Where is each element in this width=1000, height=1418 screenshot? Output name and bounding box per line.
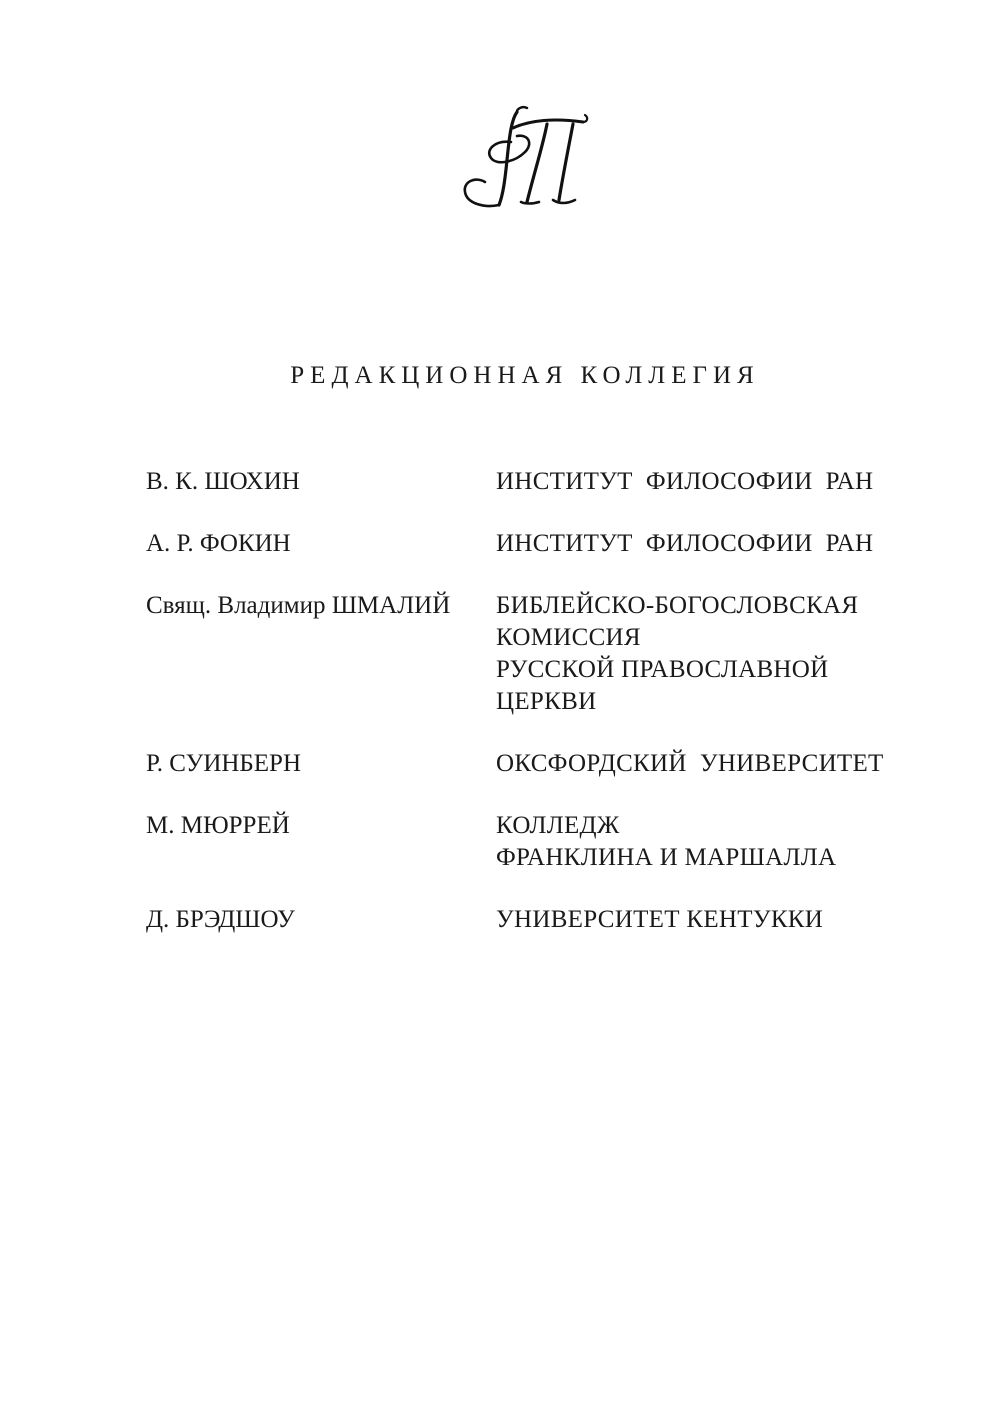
member-row bbox=[146, 528, 926, 560]
editorial-board-list bbox=[146, 466, 926, 966]
org-line: ФРАНКЛИНА И МАРШАЛЛА bbox=[496, 844, 837, 871]
page-heading: РЕДАКЦИОННАЯ КОЛЛЕГИЯ bbox=[290, 362, 760, 389]
monogram-logo bbox=[455, 100, 595, 220]
org-line: КОЛЛЕДЖ bbox=[496, 812, 620, 839]
member-organization bbox=[496, 466, 926, 498]
org-line: ЦЕРКВИ bbox=[496, 688, 597, 715]
member-organization bbox=[496, 810, 926, 874]
member-row bbox=[146, 810, 926, 874]
org-line: ОКСФОРДСКИЙ УНИВЕРСИТЕТ bbox=[496, 750, 884, 777]
member-organization bbox=[496, 904, 926, 936]
org-line: БИБЛЕЙСКО-БОГОСЛОВСКАЯ bbox=[496, 592, 859, 619]
org-line: ИНСТИТУТ ФИЛОСОФИИ РАН bbox=[496, 530, 874, 557]
member-row bbox=[146, 590, 926, 718]
member-organization bbox=[496, 590, 926, 718]
member-name: Свящ. Владимир ШМАЛИЙ bbox=[146, 592, 451, 619]
member-name: А. Р. ФОКИН bbox=[146, 530, 291, 557]
member-organization bbox=[496, 528, 926, 560]
member-name: Р. СУИНБЕРН bbox=[146, 750, 302, 777]
monogram-logo-svg bbox=[455, 100, 595, 220]
org-line: РУССКОЙ ПРАВОСЛАВНОЙ bbox=[496, 656, 829, 683]
member-name: Д. БРЭДШОУ bbox=[146, 906, 295, 933]
member-name: М. МЮРРЕЙ bbox=[146, 812, 290, 839]
member-row bbox=[146, 748, 926, 780]
member-name: В. К. ШОХИН bbox=[146, 468, 300, 495]
org-line: ИНСТИТУТ ФИЛОСОФИИ РАН bbox=[496, 468, 874, 495]
monogram-text bbox=[595, 100, 596, 101]
org-line: КОМИССИЯ bbox=[496, 624, 641, 651]
member-row bbox=[146, 904, 926, 936]
member-organization bbox=[496, 748, 926, 780]
member-row bbox=[146, 466, 926, 498]
org-line: УНИВЕРСИТЕТ КЕНТУККИ bbox=[496, 906, 824, 933]
